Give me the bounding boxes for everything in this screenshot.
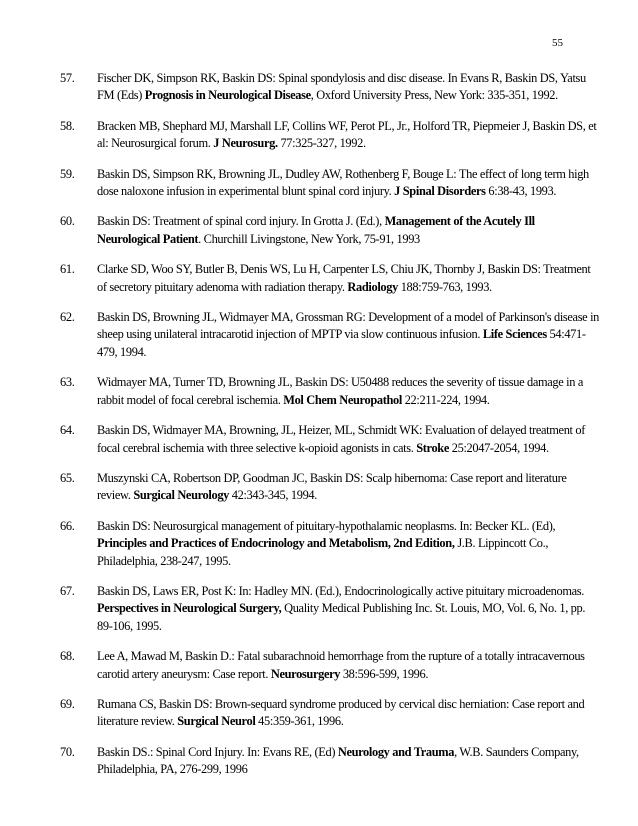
- reference-text: Rumana CS, Baskin DS: Brown-sequard syndrome produced by cervical disc herniation: Case report and literature review.: [97, 696, 585, 729]
- reference-number: 66.: [60, 518, 75, 533]
- reference-source-title: Life Sciences: [482, 327, 547, 342]
- reference-text: Widmayer MA, Turner TD, Browning JL, Baskin DS: U50488 reduces the severity of tissue damage in a rabbit model of focal cerebral ischemia.: [97, 375, 583, 407]
- reference-text: Clarke SD, Woo SY, Butler B, Denis WS, Lu H, Carpenter LS, Chiu JK, Thornby J, Baskin DS: Treatment of secretory pituitary adenoma with radiation therapy.: [97, 262, 591, 294]
- reference-number: 57.: [60, 71, 75, 85]
- reference-item: [60, 166, 600, 201]
- reference-source-title: J Spinal Disorders: [394, 184, 486, 199]
- reference-source-title: Surgical Neurol: [177, 714, 256, 729]
- reference-text: 188:759-763, 1993.: [397, 279, 492, 294]
- reference-item: [60, 118, 600, 153]
- reference-text: 6:38-43, 1993.: [485, 184, 557, 199]
- reference-source-title: Mol Chem Neuropathol: [283, 392, 402, 407]
- reference-number: 70.: [60, 744, 75, 759]
- reference-number: 65.: [60, 470, 75, 485]
- reference-text: , Oxford University Press, New York: 335-351, 1992.: [310, 88, 558, 103]
- reference-text: J.B. Lippincott Co., Philadelphia, 238-247, 1995.: [97, 536, 549, 568]
- reference-text: 45:359-361, 1996.: [255, 714, 344, 729]
- reference-text: 22:211-224, 1994.: [401, 392, 490, 407]
- reference-item: [60, 309, 600, 361]
- reference-list: [60, 70, 600, 792]
- reference-number: 69.: [60, 696, 75, 711]
- reference-number: 62.: [60, 310, 75, 325]
- reference-text: Baskin DS: Neurosurgical management of pituitary-hypothalamic neoplasms. In: Becker KL. (Ed),: [97, 518, 556, 533]
- reference-source-title: Neurosurgery: [270, 666, 341, 681]
- reference-text: Fischer DK, Simpson RK, Baskin DS: Spinal spondylosis and disc disease. In Evans R, Baskin DS, Yatsu FM (Eds): [97, 71, 586, 103]
- reference-item: [60, 70, 600, 105]
- reference-item: [60, 518, 600, 570]
- reference-text: , W.B. Saunders Company, Philadelphia, PA, 276-299, 1996: [97, 744, 579, 777]
- reference-source-title: Perspectives in Neurological Surgery,: [97, 601, 282, 616]
- reference-item: [60, 696, 600, 731]
- reference-number: 63.: [60, 375, 75, 390]
- reference-text: Baskin DS, Browning JL, Widmayer MA, Grossman RG: Development of a model of Parkinson's disease in sheep using unilateral intracarotid injection of MPTP via slow continuous infusion.: [97, 310, 600, 342]
- reference-item: [60, 470, 600, 505]
- reference-item: [60, 648, 600, 683]
- reference-item: [60, 213, 600, 248]
- reference-text: Baskin DS.: Spinal Cord Injury. In: Evans RE, (Ed): [97, 744, 338, 759]
- reference-text: Lee A, Mawad M, Baskin D.: Fatal subarachnoid hemorrhage from the rupture of a totally intracavernous carotid artery aneurysm: Case report.: [97, 649, 585, 681]
- reference-source-title: Stroke: [416, 440, 449, 455]
- reference-text: 38:596-599, 1996.: [340, 666, 429, 681]
- reference-text: Quality Medical Publishing Inc. St. Louis, MO, Vol. 6, No. 1, pp. 89-106, 1995.: [97, 601, 586, 633]
- reference-number: 68.: [60, 649, 75, 664]
- reference-text: Baskin DS, Simpson RK, Browning JL, Dudley AW, Rothenberg F, Bouge L: The effect of long term high dose naloxone infusion in experimental blunt spinal cord injury.: [97, 166, 589, 199]
- reference-source-title: J Neurosurg.: [213, 136, 278, 151]
- reference-number: 61.: [60, 262, 75, 277]
- reference-item: [60, 261, 600, 296]
- reference-text: Baskin DS: Treatment of spinal cord injury. In Grotta J. (Ed.),: [97, 214, 385, 229]
- reference-text: Baskin DS, Laws ER, Post K: In: Hadley MN. (Ed.), Endocrinologically active pituitary microadenomas.: [97, 583, 585, 598]
- reference-text: 77:325-327, 1992.: [277, 136, 366, 151]
- reference-text: 54:471-479, 1994.: [97, 327, 586, 359]
- reference-text: . Churchill Livingstone, New York, 75-91, 1993: [198, 231, 420, 246]
- reference-source-title: Principles and Practices of Endocrinology and Metabolism, 2nd Edition,: [97, 536, 455, 551]
- reference-source-title: Prognosis in Neurological Disease: [144, 88, 311, 103]
- reference-item: [60, 422, 600, 457]
- reference-source-title: Surgical Neurology: [133, 488, 230, 503]
- reference-text: 42:343-345, 1994.: [229, 488, 318, 503]
- reference-text: Baskin DS, Widmayer MA, Browning, JL, Heizer, ML, Schmidt WK: Evaluation of delayed treatment of focal cerebral ischemia with three selective k-opioid agonists in cats.: [97, 423, 586, 455]
- reference-item: [60, 374, 600, 409]
- reference-text: Muszynski CA, Robertson DP, Goodman JC, Baskin DS: Scalp hibernoma: Case report and literature review.: [97, 470, 567, 503]
- reference-number: 58.: [60, 118, 75, 133]
- reference-number: 67.: [60, 583, 75, 598]
- reference-source-title: Radiology: [347, 279, 398, 294]
- reference-number: 60.: [60, 214, 75, 229]
- reference-source-title: Neurology and Trauma: [337, 744, 455, 759]
- page-number: 55: [552, 37, 563, 49]
- reference-source-title: Management of the Acutely Ill Neurological Patient: [97, 214, 535, 246]
- reference-number: 64.: [60, 423, 75, 438]
- reference-text: Bracken MB, Shephard MJ, Marshall LF, Collins WF, Perot PL, Jr., Holford TR, Piepmeier J, Baskin DS, et al: Neurosurgical forum.: [97, 118, 597, 151]
- reference-number: 59.: [60, 166, 75, 181]
- reference-item: [60, 583, 600, 635]
- reference-item: [60, 744, 600, 779]
- reference-text: 25:2047-2054, 1994.: [449, 440, 549, 455]
